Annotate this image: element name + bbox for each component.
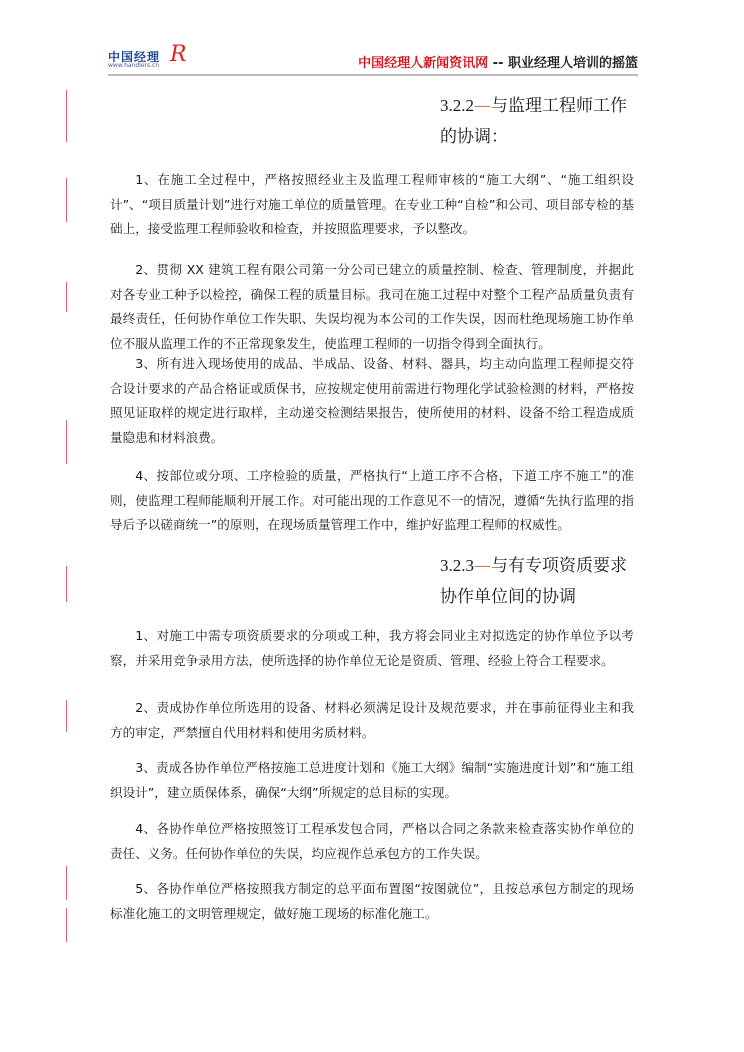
- paragraph: 4、各协作单位严格按照签订工程承发包合同，严格以合同之条款来检查落实协作单位的责任、义务。任何协作单位的失误，均应视作总承包方的工作失误。: [110, 821, 634, 861]
- section-title: 与监理工程师工作: [491, 96, 627, 116]
- logo-url: www.handlers.cn: [108, 62, 160, 69]
- margin-mark: [66, 420, 67, 464]
- section-heading-3-2-3: [440, 550, 640, 613]
- paragraph: 5、各协作单位严格按照我方制定的总平面布置图“按图就位”，且按总承包方制定的现场标准化施工的文明管理规定，做好施工现场的标准化施工。: [110, 881, 634, 921]
- heading-dash: —: [474, 556, 491, 576]
- section-title-cont: 的协调：: [440, 127, 508, 147]
- paragraph: 3、责成各协作单位严格按施工总进度计划和《施工大纲》编制“实施进度计划”和“施工组织设计”，建立质保体系，确保“大纲”所规定的总目标的实现。: [110, 760, 634, 800]
- section-title-cont: 协作单位间的协调: [440, 587, 576, 607]
- margin-mark: [66, 908, 67, 942]
- paragraph: 4、按部位或分项、工序检验的质量，严格执行“上道工序不合格，下道工序不施工”的准则，使监理工程师能顺利开展工作。对可能出现的工作意见不一的情况，遵循“先执行监理的指导后予以磋商统一”的原则，在现场质量管理工作中，维护好监理工程师的权威性。: [110, 468, 634, 532]
- paragraph: 2、贯彻 XX 建筑工程有限公司第一分公司已建立的质量控制、检查、管理制度，并据此对各专业工种予以检控，确保工程的质量目标。我司在施工过程中对整个工程产品质量负责有最终责任，任何协作单位工作失职、失误均视为本公司的工作失误，因而杜绝现场施工协作单位不服从监理工作的不正常现象发生，使监理工程师的一切指令得到全面执行。: [110, 262, 634, 351]
- margin-mark: [66, 90, 67, 142]
- section-number: 3.2.3: [440, 556, 474, 575]
- paragraph: 1、对施工中需专项资质要求的分项或工种，我方将会同业主对拟选定的协作单位予以考察，并采用竞争录用方法，使所选择的协作单位无论是资质、管理、经验上符合工程要求。: [110, 628, 634, 668]
- margin-mark: [66, 866, 67, 900]
- header-divider: [108, 74, 638, 76]
- paragraph: 1、在施工全过程中，严格按照经业主及监理工程师审核的“施工大纲”、“施工组织设计”、“项目质量计划”进行对施工单位的质量管理。在专业工种“自检”和公司、项目部专检的基础上，接受监理工程师验收和检查，并按照监理要求，予以整改。: [110, 172, 634, 236]
- logo-r-icon: R: [170, 42, 187, 67]
- margin-mark: [66, 282, 67, 312]
- section-number: 3.2.2: [440, 96, 474, 115]
- heading-dash: —: [474, 96, 491, 116]
- paragraph: 3、所有进入现场使用的成品、半成品、设备、材料、器具，均主动向监理工程师提交符合设计要求的产品合格证或质保书，应按规定使用前需进行物理化学试验检测的材料，严格按照见证取样的规定进行取样，主动递交检测结果报告，使所使用的材料、设备不给工程造成质量隐患和材料浪费。: [110, 356, 634, 445]
- logo: [108, 42, 188, 74]
- margin-mark: [66, 566, 67, 602]
- tagline-site: 中国经理人新闻资讯网: [358, 56, 489, 71]
- margin-mark: [66, 178, 67, 222]
- page-header: [108, 42, 638, 76]
- paragraph: 2、责成协作单位所选用的设备、材料必须满足设计及规范要求，并在事前征得业主和我方的审定，严禁擅自代用材料和使用劣质材料。: [110, 700, 634, 740]
- margin-mark: [66, 700, 67, 732]
- section-title: 与有专项资质要求: [491, 556, 627, 576]
- section-heading-3-2-2: [440, 90, 640, 153]
- logo-text: 中国经理: [108, 50, 161, 64]
- tagline-slogan: -- 职业经理人培训的摇篮: [488, 56, 638, 71]
- header-tagline: [358, 52, 638, 71]
